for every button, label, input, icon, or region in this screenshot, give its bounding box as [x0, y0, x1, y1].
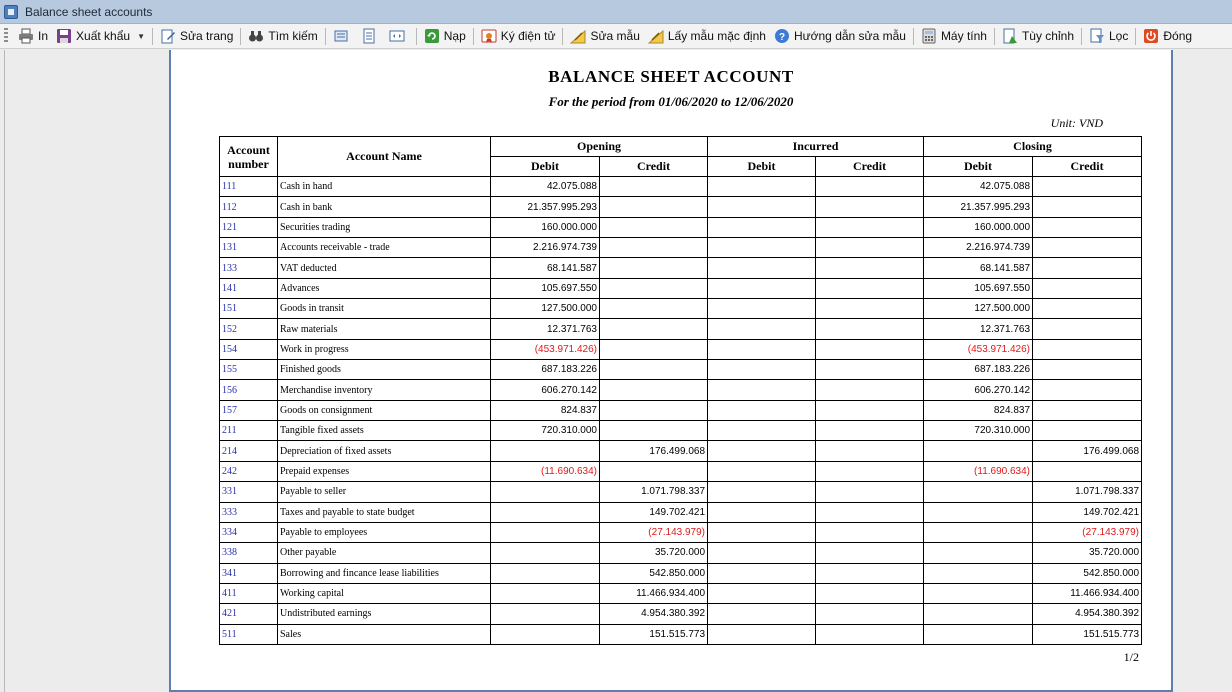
opening-debit-cell	[491, 604, 600, 624]
incurred-debit-cell	[708, 400, 816, 420]
incurred-debit-cell	[708, 197, 816, 217]
printer-icon	[18, 28, 34, 44]
table-row	[220, 400, 1142, 420]
toolbar-separator	[994, 28, 995, 45]
closing-debit-cell: 42.075.088	[924, 177, 1033, 197]
toolbar-separator	[1081, 28, 1082, 45]
incurred-credit-cell	[816, 563, 924, 583]
account-name-cell: Other payable	[278, 543, 491, 563]
report-title: BALANCE SHEET ACCOUNT	[548, 67, 794, 86]
incurred-credit-cell	[816, 543, 924, 563]
app-icon	[4, 5, 18, 19]
opening-credit-cell: 4.954.380.392	[600, 604, 708, 624]
table-row	[220, 563, 1142, 583]
header-opening-credit: Credit	[600, 157, 708, 177]
page-width-icon	[361, 28, 377, 44]
report-unit: Unit: VND	[1050, 116, 1103, 130]
table-row	[220, 197, 1142, 217]
incurred-debit-cell	[708, 278, 816, 298]
customize-button[interactable]	[998, 26, 1078, 47]
incurred-debit-cell	[708, 522, 816, 542]
incurred-credit-cell	[816, 238, 924, 258]
opening-credit-cell: (27.143.979)	[600, 522, 708, 542]
toolbar-separator	[562, 28, 563, 45]
account-name-cell: Prepaid expenses	[278, 461, 491, 481]
filter-icon	[1089, 28, 1105, 44]
opening-debit-cell: 127.500.000	[491, 299, 600, 319]
account-name-cell: Finished goods	[278, 360, 491, 380]
header-closing: Closing	[924, 137, 1142, 157]
incurred-credit-cell	[816, 258, 924, 278]
edit-page-label: Sửa trang	[179, 29, 234, 43]
incurred-debit-cell	[708, 421, 816, 441]
opening-credit-cell	[600, 421, 708, 441]
closing-debit-cell: 105.697.550	[924, 278, 1033, 298]
table-row	[220, 339, 1142, 359]
close-button[interactable]	[1139, 26, 1196, 47]
table-row	[220, 482, 1142, 502]
opening-debit-cell	[491, 583, 600, 603]
incurred-debit-cell	[708, 319, 816, 339]
opening-credit-cell	[600, 319, 708, 339]
opening-credit-cell	[600, 360, 708, 380]
incurred-debit-cell	[708, 563, 816, 583]
window-titlebar	[0, 0, 1232, 24]
toolbar-separator	[416, 28, 417, 45]
opening-credit-cell	[600, 461, 708, 481]
account-name-cell: Payable to employees	[278, 522, 491, 542]
opening-debit-cell	[491, 502, 600, 522]
account-number-cell[interactable]: 421	[220, 604, 278, 624]
opening-debit-cell: 68.141.587	[491, 258, 600, 278]
account-number-cell[interactable]: 334	[220, 522, 278, 542]
digital-sign-icon	[481, 28, 497, 44]
calculator-label: Máy tính	[940, 29, 987, 43]
account-number-cell[interactable]: 157	[220, 400, 278, 420]
closing-credit-cell	[1033, 299, 1142, 319]
account-number-cell[interactable]: 331	[220, 482, 278, 502]
incurred-debit-cell	[708, 339, 816, 359]
closing-credit-cell: 149.702.421	[1033, 502, 1142, 522]
closing-credit-cell: 4.954.380.392	[1033, 604, 1142, 624]
search-label: Tìm kiếm	[268, 29, 318, 43]
header-incurred-debit: Debit	[708, 157, 816, 177]
table-row	[220, 278, 1142, 298]
account-number-cell[interactable]: 112	[220, 197, 278, 217]
account-number-cell[interactable]: 155	[220, 360, 278, 380]
account-name-cell: Taxes and payable to state budget	[278, 502, 491, 522]
toolbar-separator	[1135, 28, 1136, 45]
closing-credit-cell	[1033, 380, 1142, 400]
header-opening: Opening	[491, 137, 708, 157]
opening-credit-cell	[600, 278, 708, 298]
incurred-debit-cell	[708, 299, 816, 319]
opening-debit-cell	[491, 482, 600, 502]
opening-credit-cell	[600, 238, 708, 258]
closing-debit-cell: (453.971.426)	[924, 339, 1033, 359]
table-row	[220, 583, 1142, 603]
opening-credit-cell: 149.702.421	[600, 502, 708, 522]
default-template-icon	[648, 28, 664, 44]
customize-label: Tùy chỉnh	[1021, 29, 1074, 43]
account-number-cell[interactable]: 333	[220, 502, 278, 522]
incurred-debit-cell	[708, 238, 816, 258]
header-closing-debit: Debit	[924, 157, 1033, 177]
incurred-credit-cell	[816, 583, 924, 603]
account-number-cell[interactable]: 151	[220, 299, 278, 319]
report-period: For the period from 01/06/2020 to 12/06/2020	[548, 94, 794, 109]
template-help-label: Hướng dẫn sửa mẫu	[793, 29, 906, 43]
incurred-credit-cell	[816, 197, 924, 217]
closing-credit-cell: (27.143.979)	[1033, 522, 1142, 542]
template-edit-icon	[570, 28, 586, 44]
export-button[interactable]	[52, 26, 149, 47]
opening-debit-cell: (11.690.634)	[491, 461, 600, 481]
incurred-credit-cell	[816, 502, 924, 522]
header-closing-credit: Credit	[1033, 157, 1142, 177]
default-template-button[interactable]	[644, 26, 770, 47]
header-account-number-line1: Account	[227, 142, 270, 157]
closing-credit-cell	[1033, 319, 1142, 339]
account-name-cell: Advances	[278, 278, 491, 298]
opening-credit-cell: 151.515.773	[600, 624, 708, 644]
template-help-button[interactable]	[770, 26, 910, 47]
closing-credit-cell	[1033, 217, 1142, 237]
incurred-credit-cell	[816, 624, 924, 644]
table-row	[220, 360, 1142, 380]
table-row	[220, 299, 1142, 319]
closing-debit-cell: 824.837	[924, 400, 1033, 420]
closing-debit-cell	[924, 604, 1033, 624]
closing-credit-cell	[1033, 278, 1142, 298]
closing-credit-cell	[1033, 339, 1142, 359]
print-label: In	[38, 29, 49, 43]
account-name-cell: Payable to seller	[278, 482, 491, 502]
account-name-cell: Working capital	[278, 583, 491, 603]
closing-debit-cell: 21.357.995.293	[924, 197, 1033, 217]
account-number-cell[interactable]: 154	[220, 339, 278, 359]
binoculars-icon	[248, 28, 264, 44]
closing-credit-cell	[1033, 461, 1142, 481]
header-incurred: Incurred	[708, 137, 924, 157]
chevron-down-icon[interactable]: ▼	[137, 31, 145, 41]
incurred-debit-cell	[708, 502, 816, 522]
closing-debit-cell	[924, 441, 1033, 461]
closing-debit-cell	[924, 482, 1033, 502]
toolbar	[0, 24, 1232, 49]
closing-debit-cell: 606.270.142	[924, 380, 1033, 400]
opening-debit-cell: (453.971.426)	[491, 339, 600, 359]
opening-credit-cell	[600, 258, 708, 278]
incurred-credit-cell	[816, 299, 924, 319]
closing-debit-cell: 2.216.974.739	[924, 238, 1033, 258]
account-name-cell: Borrowing and fincance lease liabilities	[278, 563, 491, 583]
account-number-cell[interactable]: 111	[220, 177, 278, 197]
incurred-debit-cell	[708, 624, 816, 644]
table-row	[220, 502, 1142, 522]
header-account-number	[220, 137, 278, 177]
account-number-cell[interactable]: 156	[220, 380, 278, 400]
table-row	[220, 543, 1142, 563]
table-row	[220, 238, 1142, 258]
header-account-name: Account Name	[278, 137, 491, 177]
incurred-debit-cell	[708, 543, 816, 563]
report-page	[169, 50, 1173, 692]
page-number: 1/2	[1123, 650, 1139, 664]
view-single-page-button[interactable]	[329, 26, 357, 47]
opening-credit-cell	[600, 217, 708, 237]
closing-debit-cell	[924, 522, 1033, 542]
header-incurred-credit: Credit	[816, 157, 924, 177]
opening-credit-cell: 542.850.000	[600, 563, 708, 583]
view-whole-page-button[interactable]	[385, 26, 413, 47]
table-row	[220, 177, 1142, 197]
account-name-cell: VAT deducted	[278, 258, 491, 278]
single-page-icon	[333, 28, 349, 44]
edit-page-button[interactable]	[156, 26, 237, 47]
toolbar-separator	[240, 28, 241, 45]
opening-debit-cell: 720.310.000	[491, 421, 600, 441]
export-label: Xuất khẩu	[76, 29, 131, 43]
closing-debit-cell	[924, 502, 1033, 522]
table-row	[220, 461, 1142, 481]
closing-debit-cell: 12.371.763	[924, 319, 1033, 339]
table-row	[220, 217, 1142, 237]
opening-credit-cell	[600, 177, 708, 197]
account-number-cell[interactable]: 338	[220, 543, 278, 563]
account-name-cell: Cash in bank	[278, 197, 491, 217]
account-name-cell: Depreciation of fixed assets	[278, 441, 491, 461]
reload-button[interactable]	[420, 26, 470, 47]
closing-credit-cell: 1.071.798.337	[1033, 482, 1142, 502]
opening-debit-cell: 21.357.995.293	[491, 197, 600, 217]
account-name-cell: Goods on consignment	[278, 400, 491, 420]
incurred-credit-cell	[816, 522, 924, 542]
opening-credit-cell	[600, 299, 708, 319]
closing-credit-cell: 176.499.068	[1033, 441, 1142, 461]
account-number-cell[interactable]: 411	[220, 583, 278, 603]
incurred-credit-cell	[816, 339, 924, 359]
reload-label: Nạp	[443, 29, 466, 43]
toolbar-grip[interactable]	[4, 28, 8, 44]
close-label: Đóng	[1163, 29, 1193, 43]
incurred-credit-cell	[816, 400, 924, 420]
account-number-cell[interactable]: 211	[220, 421, 278, 441]
toolbar-separator	[152, 28, 153, 45]
account-number-cell[interactable]: 141	[220, 278, 278, 298]
incurred-credit-cell	[816, 441, 924, 461]
table-row	[220, 624, 1142, 644]
print-button[interactable]	[14, 26, 52, 47]
opening-debit-cell: 42.075.088	[491, 177, 600, 197]
incurred-credit-cell	[816, 604, 924, 624]
help-icon	[774, 28, 790, 44]
opening-debit-cell	[491, 624, 600, 644]
closing-debit-cell: 127.500.000	[924, 299, 1033, 319]
opening-credit-cell: 35.720.000	[600, 543, 708, 563]
incurred-debit-cell	[708, 380, 816, 400]
closing-credit-cell	[1033, 258, 1142, 278]
opening-debit-cell: 2.216.974.739	[491, 238, 600, 258]
closing-credit-cell: 11.466.934.400	[1033, 583, 1142, 603]
opening-credit-cell	[600, 400, 708, 420]
account-name-cell: Goods in transit	[278, 299, 491, 319]
account-number-cell[interactable]: 121	[220, 217, 278, 237]
incurred-debit-cell	[708, 583, 816, 603]
power-close-icon	[1143, 28, 1159, 44]
closing-credit-cell	[1033, 360, 1142, 380]
opening-debit-cell: 824.837	[491, 400, 600, 420]
opening-debit-cell: 606.270.142	[491, 380, 600, 400]
viewer-left-rule	[4, 50, 5, 692]
opening-credit-cell	[600, 380, 708, 400]
toolbar-separator	[913, 28, 914, 45]
closing-credit-cell	[1033, 177, 1142, 197]
opening-credit-cell: 1.071.798.337	[600, 482, 708, 502]
incurred-credit-cell	[816, 482, 924, 502]
report-viewer[interactable]	[0, 50, 1232, 692]
incurred-credit-cell	[816, 421, 924, 441]
opening-debit-cell	[491, 522, 600, 542]
opening-debit-cell	[491, 563, 600, 583]
incurred-credit-cell	[816, 217, 924, 237]
default-template-label: Lấy mẫu mặc định	[667, 29, 766, 43]
digital-sign-button[interactable]	[477, 26, 560, 47]
whole-page-icon	[389, 28, 405, 44]
header-opening-debit: Debit	[491, 157, 600, 177]
table-row	[220, 421, 1142, 441]
opening-credit-cell: 176.499.068	[600, 441, 708, 461]
opening-debit-cell: 12.371.763	[491, 319, 600, 339]
incurred-debit-cell	[708, 461, 816, 481]
refresh-icon	[424, 28, 440, 44]
closing-debit-cell: (11.690.634)	[924, 461, 1033, 481]
account-name-cell: Raw materials	[278, 319, 491, 339]
account-name-cell: Merchandise inventory	[278, 380, 491, 400]
svg-text:?: ?	[778, 32, 785, 43]
opening-credit-cell	[600, 339, 708, 359]
account-number-cell[interactable]: 131	[220, 238, 278, 258]
closing-debit-cell	[924, 583, 1033, 603]
account-number-cell[interactable]: 214	[220, 441, 278, 461]
toolbar-separator	[473, 28, 474, 45]
closing-credit-cell: 151.515.773	[1033, 624, 1142, 644]
closing-debit-cell	[924, 543, 1033, 563]
opening-debit-cell: 687.183.226	[491, 360, 600, 380]
balance-sheet-body	[220, 177, 1142, 645]
calculator-icon	[921, 28, 937, 44]
table-row	[220, 258, 1142, 278]
table-row	[220, 319, 1142, 339]
incurred-credit-cell	[816, 177, 924, 197]
closing-credit-cell	[1033, 238, 1142, 258]
incurred-credit-cell	[816, 380, 924, 400]
closing-debit-cell: 720.310.000	[924, 421, 1033, 441]
incurred-debit-cell	[708, 482, 816, 502]
incurred-debit-cell	[708, 441, 816, 461]
incurred-debit-cell	[708, 258, 816, 278]
closing-credit-cell: 542.850.000	[1033, 563, 1142, 583]
account-name-cell: Securities trading	[278, 217, 491, 237]
account-number-cell[interactable]: 511	[220, 624, 278, 644]
page-edit-icon	[160, 28, 176, 44]
account-name-cell: Undistributed earnings	[278, 604, 491, 624]
window-title: Balance sheet accounts	[25, 4, 153, 19]
opening-credit-cell: 11.466.934.400	[600, 583, 708, 603]
closing-credit-cell: 35.720.000	[1033, 543, 1142, 563]
filter-button[interactable]	[1085, 26, 1132, 47]
account-number-cell[interactable]: 152	[220, 319, 278, 339]
table-row	[220, 604, 1142, 624]
closing-credit-cell	[1033, 421, 1142, 441]
incurred-debit-cell	[708, 177, 816, 197]
account-number-cell[interactable]: 242	[220, 461, 278, 481]
table-row	[220, 522, 1142, 542]
account-number-cell[interactable]: 341	[220, 563, 278, 583]
incurred-debit-cell	[708, 604, 816, 624]
account-number-cell[interactable]: 133	[220, 258, 278, 278]
calculator-button[interactable]	[917, 26, 991, 47]
view-page-width-button[interactable]	[357, 26, 385, 47]
closing-debit-cell	[924, 624, 1033, 644]
opening-debit-cell: 160.000.000	[491, 217, 600, 237]
closing-debit-cell	[924, 563, 1033, 583]
incurred-credit-cell	[816, 360, 924, 380]
closing-debit-cell: 68.141.587	[924, 258, 1033, 278]
filter-label: Lọc	[1109, 29, 1129, 43]
account-name-cell: Work in progress	[278, 339, 491, 359]
opening-credit-cell	[600, 197, 708, 217]
edit-template-button[interactable]	[566, 26, 643, 47]
account-name-cell: Tangible fixed assets	[278, 421, 491, 441]
table-row	[220, 380, 1142, 400]
digital-sign-label: Ký điện tử	[500, 29, 556, 43]
closing-debit-cell: 687.183.226	[924, 360, 1033, 380]
incurred-debit-cell	[708, 360, 816, 380]
header-account-number-line2: number	[228, 156, 269, 171]
incurred-credit-cell	[816, 319, 924, 339]
toolbar-separator	[325, 28, 326, 45]
account-name-cell: Accounts receivable - trade	[278, 238, 491, 258]
account-name-cell: Sales	[278, 624, 491, 644]
incurred-debit-cell	[708, 217, 816, 237]
incurred-credit-cell	[816, 278, 924, 298]
opening-debit-cell	[491, 441, 600, 461]
opening-debit-cell	[491, 543, 600, 563]
closing-credit-cell	[1033, 197, 1142, 217]
balance-sheet-table	[219, 136, 1142, 645]
table-row	[220, 441, 1142, 461]
incurred-credit-cell	[816, 461, 924, 481]
customize-icon	[1002, 28, 1018, 44]
closing-debit-cell: 160.000.000	[924, 217, 1033, 237]
account-name-cell: Cash in hand	[278, 177, 491, 197]
edit-template-label: Sửa mẫu	[590, 29, 640, 43]
save-disk-icon	[56, 28, 72, 44]
opening-debit-cell: 105.697.550	[491, 278, 600, 298]
search-button[interactable]	[244, 26, 321, 47]
closing-credit-cell	[1033, 400, 1142, 420]
